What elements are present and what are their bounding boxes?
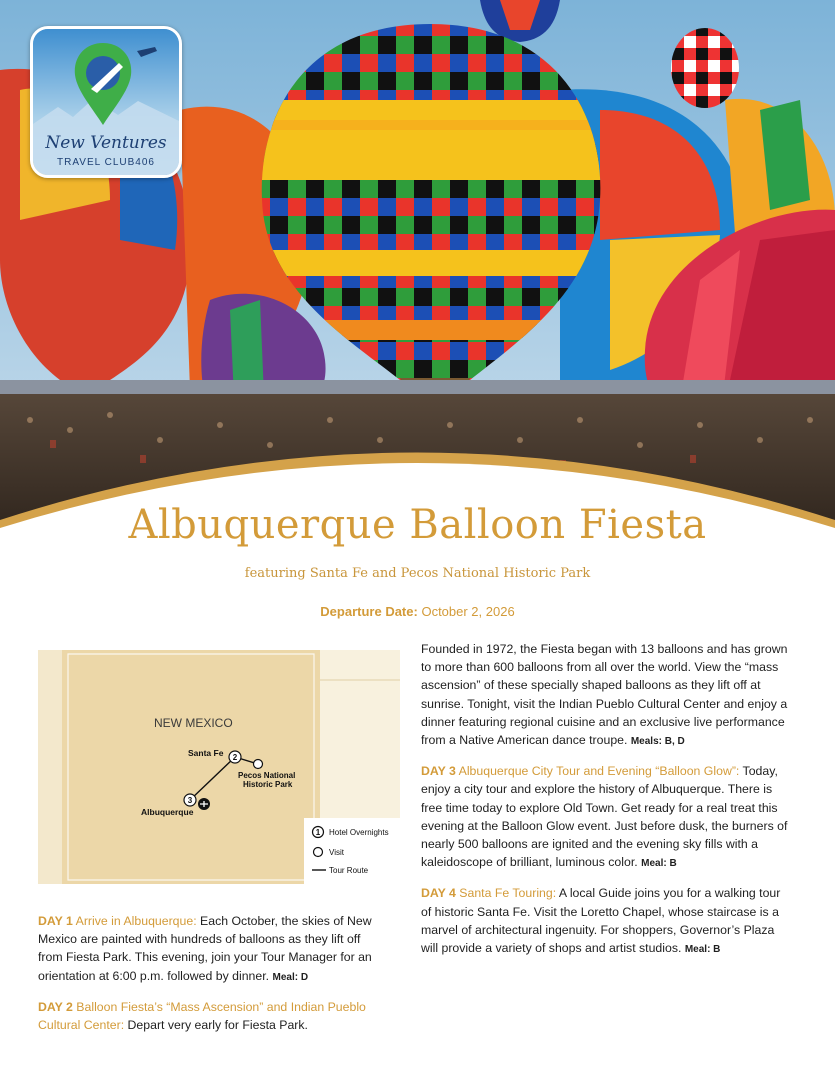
marker-santa-fe-number: 2 bbox=[232, 753, 238, 762]
day-2-label: DAY 2 bbox=[38, 999, 73, 1014]
departure-value: October 2, 2026 bbox=[421, 604, 515, 619]
marker-albuquerque-number: 3 bbox=[187, 796, 193, 805]
place-santa-fe: Santa Fe bbox=[188, 748, 224, 758]
day-2-continued-paragraph bbox=[421, 640, 793, 751]
tour-map bbox=[38, 650, 400, 884]
logo-subtitle: TRAVEL CLUB406 bbox=[57, 157, 155, 168]
place-pecos-line2: Historic Park bbox=[243, 780, 293, 789]
day-4-paragraph bbox=[421, 884, 793, 959]
logo-artwork bbox=[33, 29, 179, 175]
page-subtitle: featuring Santa Fe and Pecos National Historic Park bbox=[244, 566, 591, 581]
legend-visit-label: Visit bbox=[329, 848, 344, 857]
day-1-paragraph bbox=[38, 912, 376, 987]
logo-title: New Ventures bbox=[45, 133, 167, 153]
departure-date bbox=[0, 604, 835, 619]
day-2-body: Depart very early for Fiesta Park. bbox=[127, 1018, 308, 1033]
day-3-paragraph bbox=[421, 762, 793, 873]
day-2-continued-body: Founded in 1972, the Fiesta began with 13 balloons and has grown to more than 600 balloons from all over the world. View the “mass ascension” of these specially shaped balloons as they lift off at sunrise. Tonight, visit the Indian Pueblo Cultural Center and enjoy a dinner featuring regional cuisine and an exclusive live performance from a Native American dance troupe. bbox=[421, 642, 788, 748]
day-1-meals: Meal: D bbox=[272, 971, 309, 983]
day-1-body: Each October, the skies of New Mexico are painted with hundreds of balloons as they lift off from Fiesta Park. This evening, join your Tour Manager for an orientation at 6:00 p.m. followed by dinner. bbox=[38, 914, 372, 983]
day-1-heading: Arrive in Albuquerque: bbox=[75, 914, 197, 928]
travel-club-logo bbox=[30, 26, 182, 178]
place-albuquerque: Albuquerque bbox=[141, 807, 194, 817]
day-2-meals: Meals: B, D bbox=[630, 736, 685, 748]
page-title: Albuquerque Balloon Fiesta bbox=[128, 502, 707, 548]
day-4-meals: Meal: B bbox=[684, 944, 721, 956]
state-label: NEW MEXICO bbox=[154, 716, 233, 730]
day-4-heading: Santa Fe Touring: bbox=[459, 886, 557, 901]
day-2-heading: Balloon Fiesta’s “Mass Ascension” and Indian Pueblo Cultural Center: bbox=[38, 999, 366, 1033]
legend-hotel-label: Hotel Overnights bbox=[329, 828, 389, 837]
new-mexico-map bbox=[38, 650, 400, 884]
day-3-heading: Albuquerque City Tour and Evening “Balloon Glow”: bbox=[458, 764, 740, 779]
place-pecos-line1: Pecos National bbox=[238, 771, 296, 780]
marker-pecos bbox=[254, 760, 263, 769]
day-3-body: Today, enjoy a city tour and explore the history of Albuquerque. There is free time today to explore Old Town. Get ready for a real treat this evening at the Balloon Glow event. Just before dusk, the burners of nearly 500 balloons are ignited and the evening sky fills with a kaleidoscope of brilliant, luminous color. bbox=[421, 764, 788, 870]
legend-route-label: Tour Route bbox=[329, 866, 369, 875]
day-4-body: A local Guide joins you for a walking tour of historic Santa Fe. Visit the Loretto Chapel, whose staircase is a marvel of architectural ingenuity. For shoppers, Governor’s Plaza will provide a variety of shops and artist studios. bbox=[421, 886, 781, 956]
day-3-meals: Meal: B bbox=[641, 858, 677, 870]
departure-label: Departure Date: bbox=[320, 604, 418, 619]
itinerary-left-column bbox=[38, 912, 376, 1045]
legend-visit-icon bbox=[314, 848, 323, 857]
day-3-label: DAY 3 bbox=[421, 764, 456, 779]
day-1-label: DAY 1 bbox=[38, 914, 73, 928]
state-shape bbox=[62, 650, 320, 884]
legend-hotel-number: 1 bbox=[315, 828, 321, 837]
day-2-paragraph bbox=[38, 998, 376, 1034]
day-4-label: DAY 4 bbox=[421, 886, 456, 901]
itinerary-right-column bbox=[421, 640, 793, 970]
